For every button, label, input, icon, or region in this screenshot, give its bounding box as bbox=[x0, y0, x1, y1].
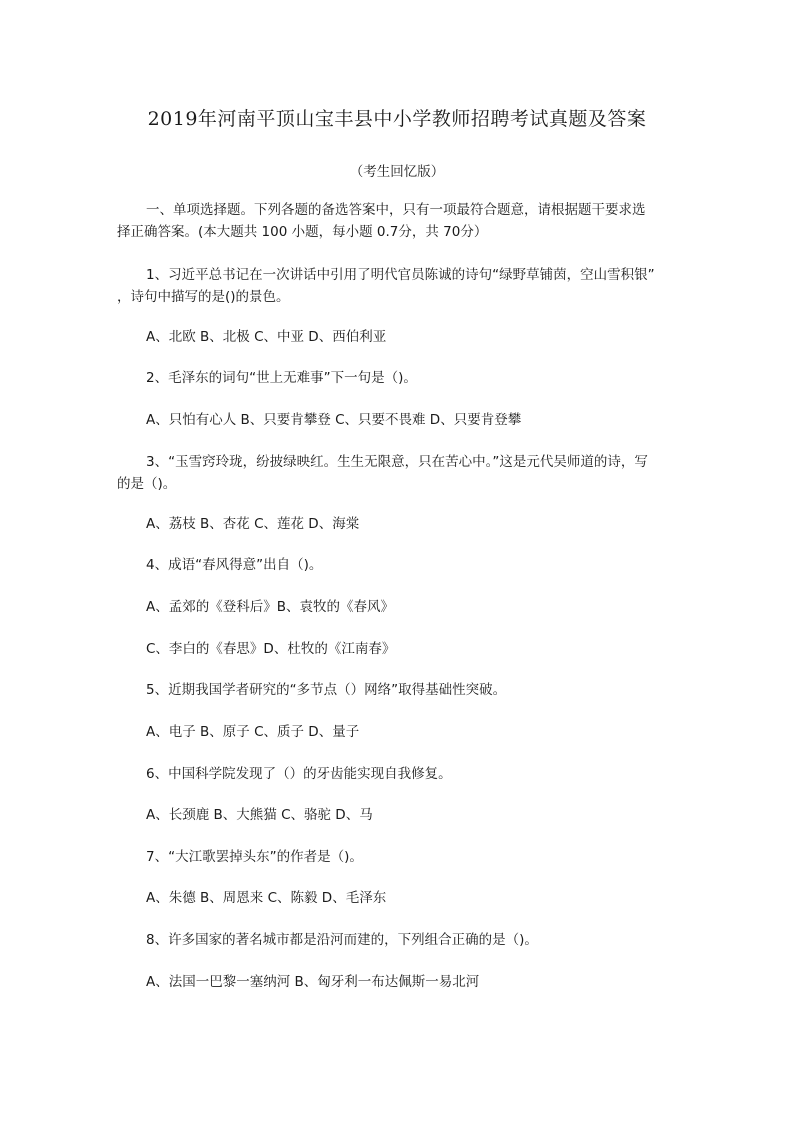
page-subtitle: （考生回忆版） bbox=[349, 164, 445, 180]
question-3-options: A、荔枝 B、杏花 C、莲花 D、海棠 bbox=[146, 516, 360, 532]
question-5: 5、近期我国学者研究的“多节点（）网络”取得基础性突破。 bbox=[146, 682, 507, 698]
question-4-options-2: C、李白的《春思》D、杜牧的《江南春》 bbox=[146, 641, 396, 657]
question-3-line-2: 的是（)。 bbox=[117, 476, 177, 492]
question-7-options: A、朱德 B、周恩来 C、陈毅 D、毛泽东 bbox=[146, 890, 387, 906]
question-2: 2、毛泽东的词句“世上无难事”下一句是（)。 bbox=[146, 370, 417, 386]
page-title: 2019年河南平顶山宝丰县中小学教师招聘考试真题及答案 bbox=[147, 108, 647, 130]
question-5-options: A、电子 B、原子 C、质子 D、量子 bbox=[146, 724, 360, 740]
question-1-line-2: ，诗句中描写的是()的景色。 bbox=[117, 289, 290, 305]
question-8: 8、许多国家的著名城市都是沿河而建的，下列组合正确的是（)。 bbox=[146, 932, 538, 948]
question-7: 7、“大江歌罢掉头东”的作者是（)。 bbox=[146, 849, 363, 865]
section-heading-line-1: 一、单项选择题。下列各题的备选答案中，只有一项最符合题意，请根据题干要求选 bbox=[146, 202, 646, 218]
section-heading-line-2: 择正确答案。(本大题共 100 小题，每小题 0.7分，共 70分） bbox=[117, 224, 488, 240]
question-1-line-1: 1、习近平总书记在一次讲话中引用了明代官员陈诚的诗句“绿野草铺茵，空山雪积银” bbox=[146, 267, 655, 283]
question-3-line-1: 3、“玉雪窍玲珑，纷披绿映红。生生无限意，只在苦心中。”这是元代吴师道的诗，写 bbox=[146, 454, 648, 470]
question-6: 6、中国科学院发现了（）的牙齿能实现自我修复。 bbox=[146, 766, 452, 782]
question-8-options: A、法国一巴黎一塞纳河 B、匈牙利一布达佩斯一易北河 bbox=[146, 974, 480, 990]
question-4-options-1: A、孟郊的《登科后》B、袁牧的《春风》 bbox=[146, 599, 394, 615]
question-2-options: A、只怕有心人 B、只要肯攀登 C、只要不畏难 D、只要肯登攀 bbox=[146, 412, 522, 428]
question-1-options: A、北欧 B、北极 C、中亚 D、西伯利亚 bbox=[146, 329, 387, 345]
question-6-options: A、长颈鹿 B、大熊猫 C、骆驼 D、马 bbox=[146, 807, 373, 823]
question-4: 4、成语“春风得意”出自（)。 bbox=[146, 557, 323, 573]
